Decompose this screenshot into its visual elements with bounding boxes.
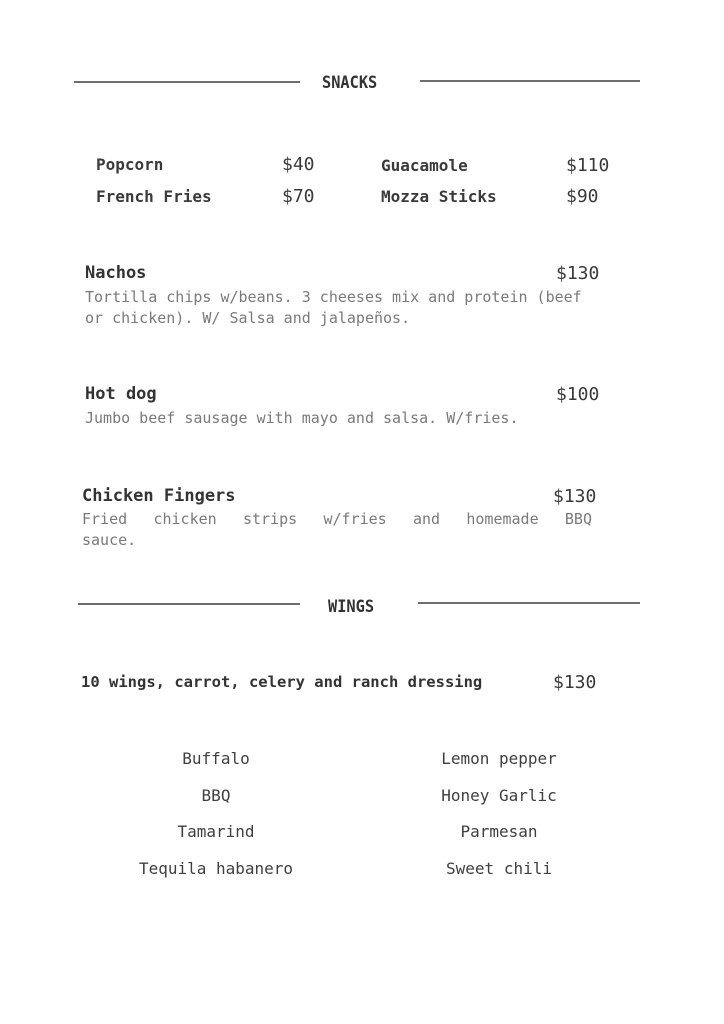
flavor-item: Sweet chili <box>446 859 552 878</box>
wings-offer-name: 10 wings, carrot, celery and ranch dressing <box>81 673 483 691</box>
menu-item-name: Chicken Fingers <box>82 486 236 506</box>
menu-item-price: $90 <box>566 186 599 207</box>
section-title-wings: WINGS <box>328 597 375 617</box>
menu-item-description: Jumbo beef sausage with mayo and salsa. W/fries. <box>85 409 519 427</box>
menu-item-name: Guacamole <box>381 156 468 175</box>
divider-left <box>78 603 300 605</box>
menu-item-description: Fried chicken strips w/fries and homemade BBQ sauce. <box>82 510 592 549</box>
menu-item-price: $130 <box>553 486 597 507</box>
flavor-item: Buffalo <box>182 749 250 768</box>
flavor-item: BBQ <box>201 786 231 805</box>
menu-item-name: Popcorn <box>96 155 164 174</box>
menu-item-price: $70 <box>282 186 315 207</box>
flavor-item: Parmesan <box>460 822 538 841</box>
section-title-snacks: SNACKS <box>322 73 378 93</box>
menu-item-price: $130 <box>556 263 600 284</box>
menu-item-name: Hot dog <box>85 384 157 404</box>
flavor-item: Honey Garlic <box>441 786 557 805</box>
menu-item-name: French Fries <box>96 187 212 206</box>
flavor-item: Lemon pepper <box>441 749 557 768</box>
menu-item-price: $110 <box>566 155 610 176</box>
menu-item-description: Tortilla chips w/beans. 3 cheeses mix and protein (beef or chicken). W/ Salsa and jalapeños. <box>85 288 582 327</box>
flavor-item: Tamarind <box>177 822 255 841</box>
menu-item-price: $100 <box>556 384 600 405</box>
divider-right <box>420 80 640 82</box>
divider-right <box>418 602 640 604</box>
divider-left <box>74 81 300 83</box>
menu-item-name: Mozza Sticks <box>381 187 497 206</box>
menu-item-price: $40 <box>282 154 315 175</box>
menu-item-name: Nachos <box>85 263 147 283</box>
wings-offer-price: $130 <box>553 672 597 693</box>
flavor-item: Tequila habanero <box>138 859 294 878</box>
